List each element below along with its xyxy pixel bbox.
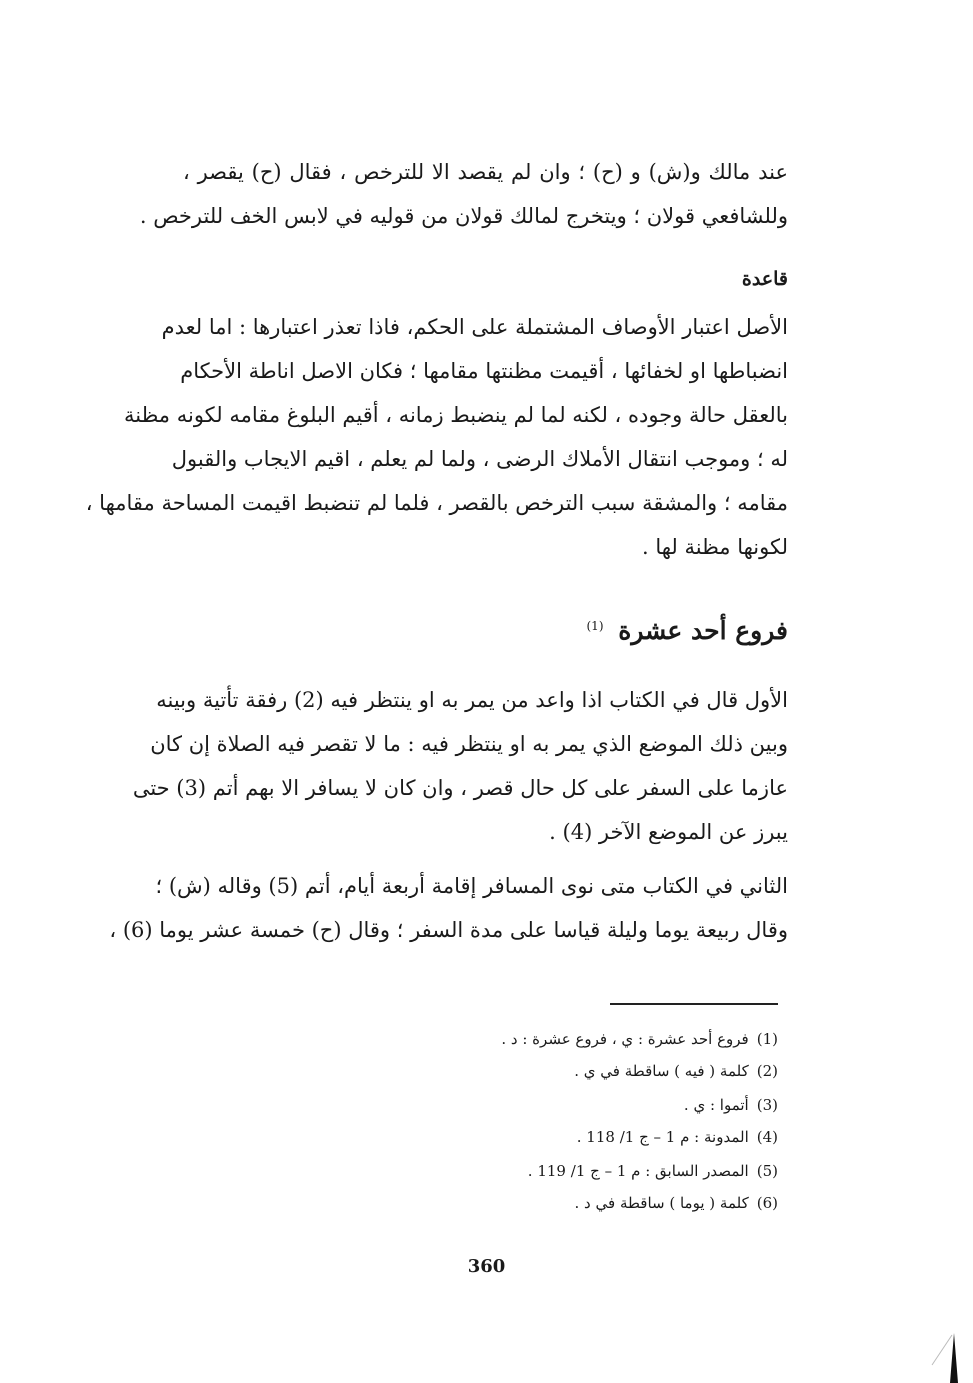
footnote-number: (3)	[756, 1096, 778, 1114]
footnote-text: كلمة ( فيه ) ساقطة في ي .	[574, 1062, 749, 1080]
text-line: الأول قال في الكتاب اذا واعد من يمر به او ينتظر فيه (2) رفقة تأتية وبينه	[156, 688, 788, 712]
footnote-text: المدونة : م 1 – ج 1/ 118 .	[576, 1128, 749, 1146]
footnote-number: (2)	[756, 1062, 778, 1080]
text-line: بالعقل حالة وجوده ، لكنه لما لم ينضبط زمانه ، أقيم البلوغ مقامه لكونه مظنة	[123, 403, 788, 427]
scan-artifact-mark	[930, 1325, 960, 1383]
text-line: وبين ذلك الموضع الذي يمر به او ينتظر فيه : ما لا تقصر فيه الصلاة إن كان	[150, 732, 788, 756]
footnote-text: المصدر السابق : م 1 – ج 1/ 119 .	[527, 1162, 749, 1180]
text-line: انضباطها او لخفائها ، أقيمت مظنتها مقامها ؛ فكان الاصل اناطة الأحكام	[180, 359, 788, 383]
text-line: وقال ربيعة يوما وليلة قياسا على مدة السفر ؛ وقال (ح) خمسة عشر يوما (6) ،	[109, 918, 788, 942]
footnote	[358, 1190, 778, 1216]
text-line: له ؛ وموجب انتقال الأملاك الرضى ، ولما لم يعلم ، اقيم الايجاب والقبول	[171, 447, 788, 471]
text-line: مقامه ؛ والمشقة سبب الترخص بالقصر ، فلما لم تنضبط اقيمت المساحة مقامها ،	[85, 491, 788, 515]
text-line: الأصل اعتبار الأوصاف المشتملة على الحكم، فاذا تعذر اعتبارها : اما لعدم	[161, 315, 788, 339]
footnote-number: (1)	[756, 1030, 778, 1048]
footnote-text: كلمة ( يوما ) ساقطة في د .	[574, 1194, 749, 1212]
footnote	[358, 1026, 778, 1052]
footnote	[358, 1058, 778, 1084]
footnote-ref: (1)	[586, 618, 604, 633]
footnote-text: فروع أحد عشرة : ي ، فروع عشرة : د .	[501, 1030, 749, 1048]
text-line: لكونها مظنة لها .	[641, 535, 788, 559]
footnote-divider	[610, 1003, 778, 1005]
footnote-number: (5)	[756, 1162, 778, 1180]
footnote-text: أتموا : ي .	[683, 1096, 749, 1114]
footnote-number: (4)	[756, 1128, 778, 1146]
section-title-text: فروع أحد عشرة	[618, 616, 788, 645]
text-line: وللشافعي قولان ؛ ويتخرج لمالك قولان من قوليه في لابس الخف للترخص .	[139, 204, 788, 228]
footnote	[358, 1158, 778, 1184]
footnote	[358, 1092, 778, 1118]
footnote	[358, 1124, 778, 1150]
footnote-number: (6)	[756, 1194, 778, 1212]
rule-heading: قاعدة	[741, 268, 788, 290]
text-line: الثاني في الكتاب متى نوى المسافر إقامة أربعة أيام، أتم (5) وقاله (ش) ؛	[155, 874, 788, 898]
text-line: عازما على السفر على كل حال قصر ، وان كان لا يسافر الا بهم أتم (3) حتى	[132, 776, 788, 800]
section-title	[183, 616, 788, 645]
text-line: يبرز عن الموضع الآخر (4) .	[549, 820, 788, 844]
page-number: 360	[467, 1256, 506, 1277]
text-line: عند مالك و(ش) و (ح) ؛ وان لم يقصد الا للترخص ، فقال (ح) يقصر ،	[183, 160, 788, 184]
